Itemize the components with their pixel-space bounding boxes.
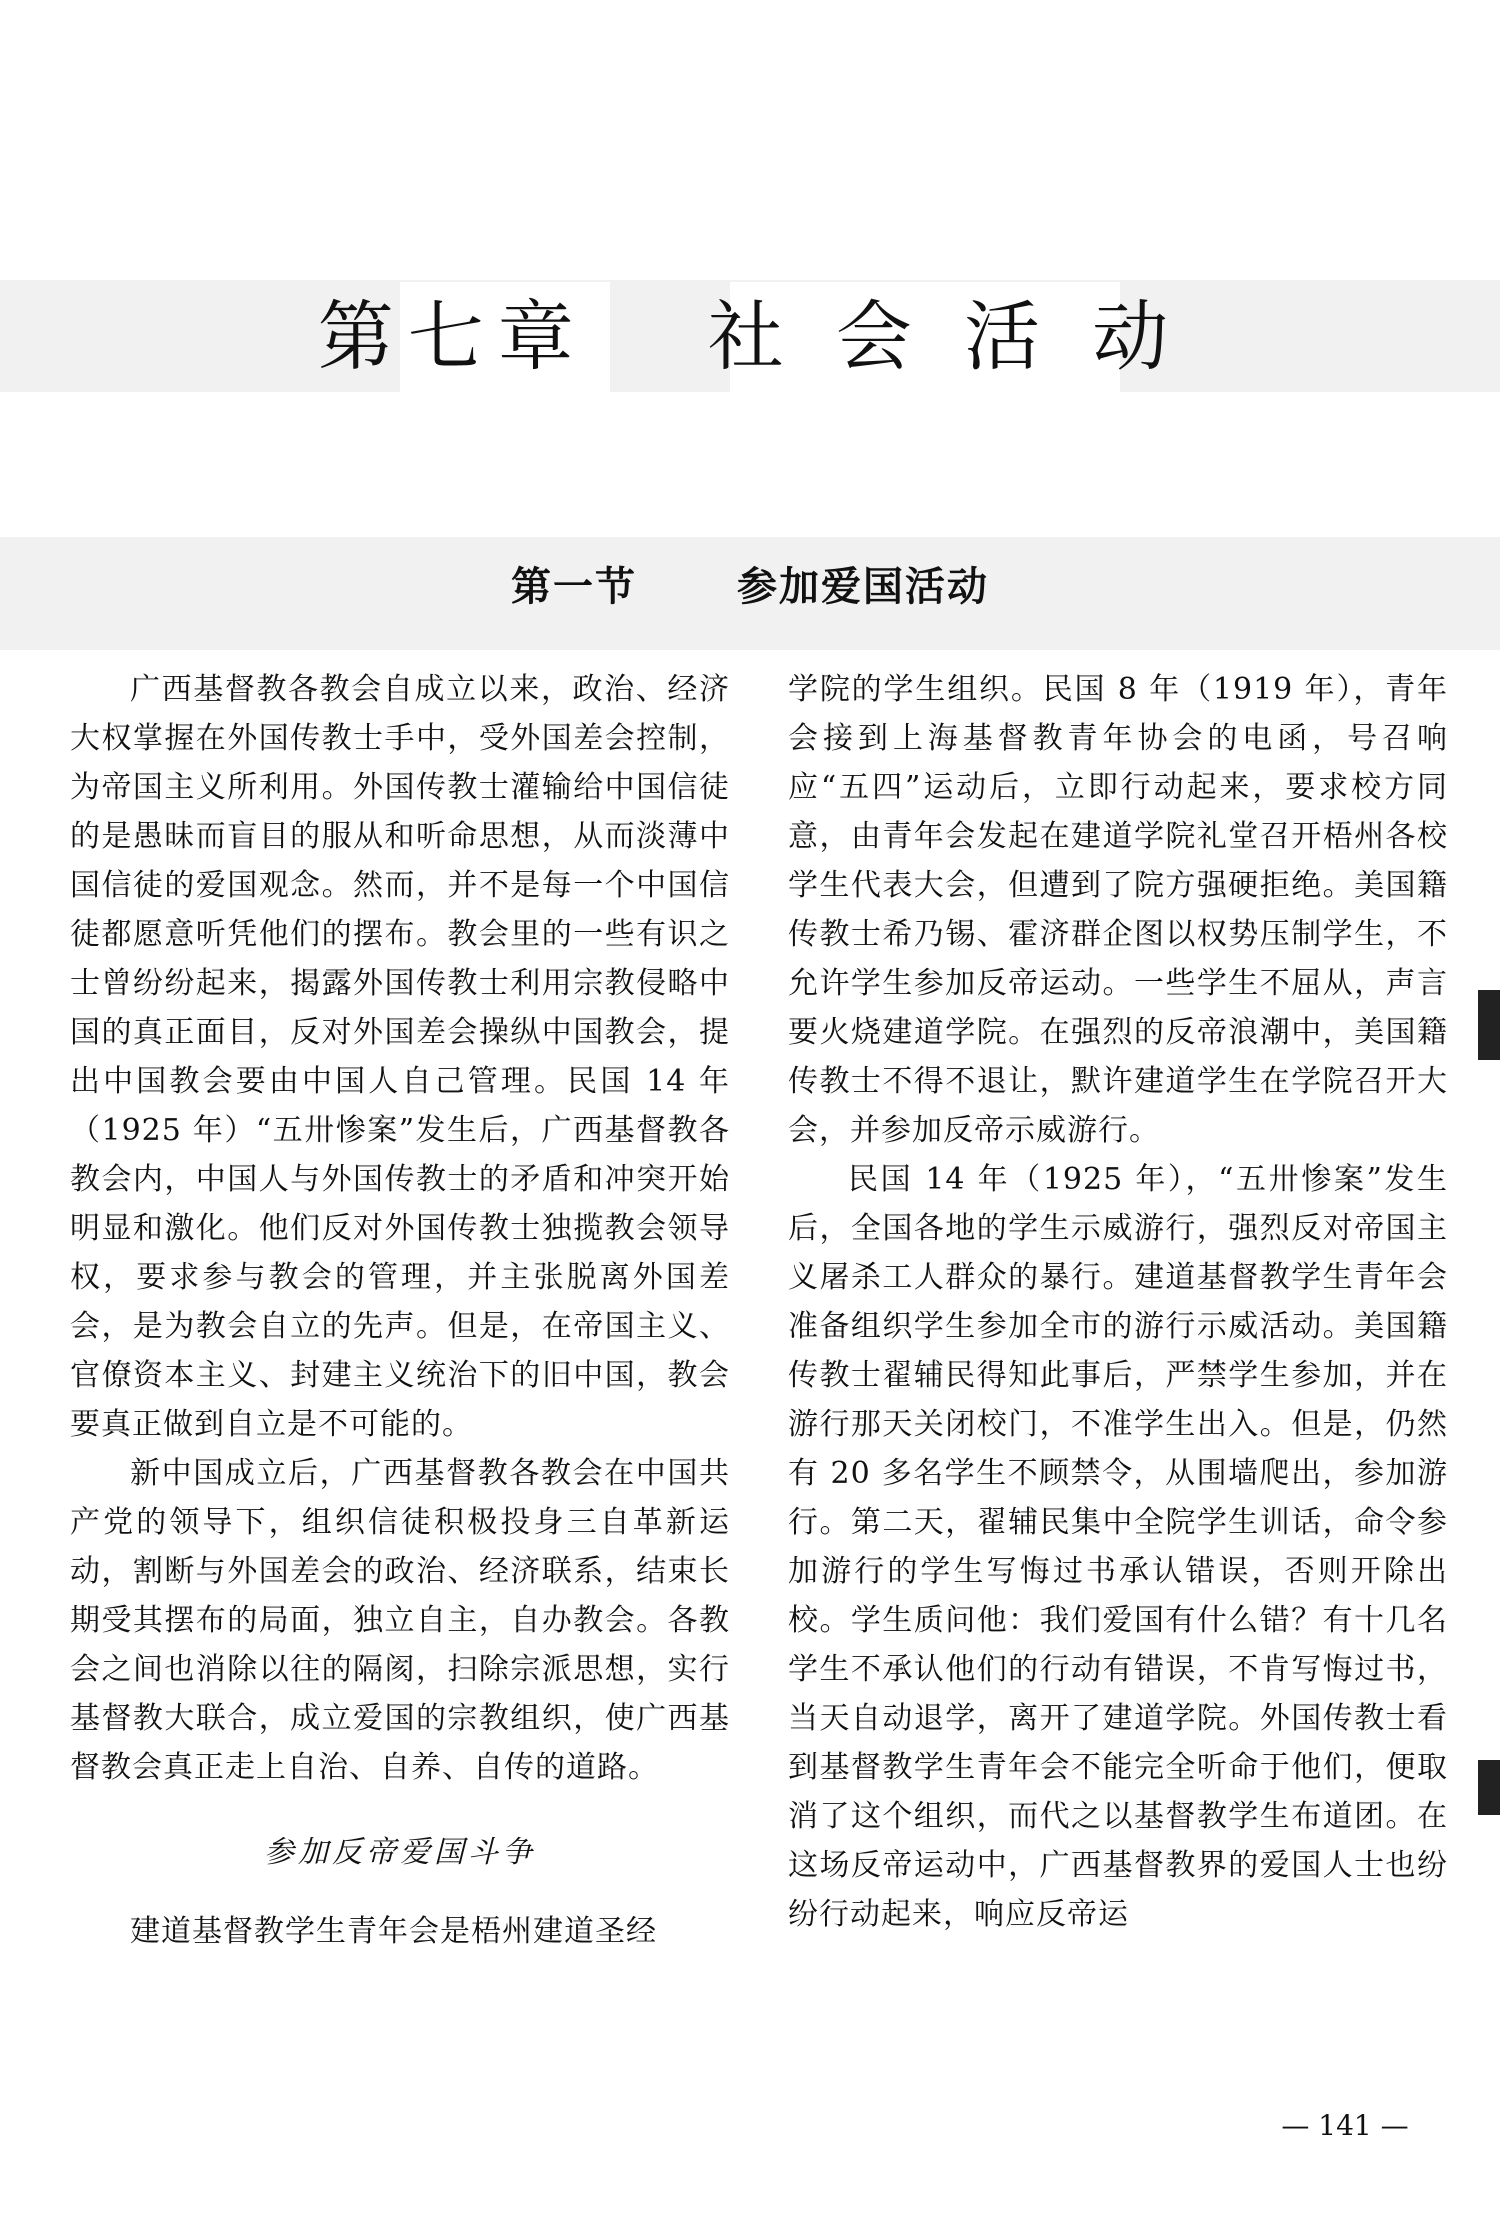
chapter-number: 第七章 xyxy=(317,292,588,381)
right-column xyxy=(788,665,1448,1939)
paragraph: 新中国成立后，广西基督教各教会在中国共产党的领导下，组织信徒积极投身三自革新运动，割断与外国差会的政治、经济联系，结束长期受其摆布的局面，独立自主，自办教会。各教会之间也消除以往的隔阂，扫除宗派思想，实行基督教大联合，成立爱国的宗教组织，使广西基督教会真正走上自治、自养、自传的道路。 xyxy=(70,1456,730,1785)
subheading: 参加反帝爱国斗争 xyxy=(264,1835,536,1870)
section-number: 第一节 xyxy=(511,564,637,610)
header-band xyxy=(0,0,1500,280)
paragraph: 民国 14 年（1925 年），“五卅惨案”发生后，全国各地的学生示威游行，强烈反对帝国主义屠杀工人群众的暴行。建道基督教学生青年会准备组织学生参加全市的游行示威活动。美国籍传教士翟辅民得知此事后，严禁学生参加，并在游行那天关闭校门，不准学生出入。但是，仍然有 20 多名学生不顾禁令，从围墙爬出，参加游行。第二天，翟辅民集中全院学生训话，命令参加游行的学生写悔过书承认错误，否则开除出校。学生质问他：我们爱国有什么错？有十几名学生不承认他们的行动有错误，不肯写悔过书，当天自动退学，离开了建道学院。外国传教士看到基督教学生青年会不能完全听命于他们，便取消了这个组织，而代之以基督教学生布道团。在这场反帝运动中，广西基督教界的爱国人士也纷纷行动起来，响应反帝运 xyxy=(788,1162,1448,1932)
page-number: — 141 — xyxy=(1281,2109,1409,2142)
section-name: 参加爱国活动 xyxy=(737,564,989,610)
section-title xyxy=(0,552,1500,622)
scan-edge-mark xyxy=(1478,990,1500,1060)
left-column xyxy=(70,665,730,1956)
paragraph: 建道基督教学生青年会是梧州建道圣经 xyxy=(130,1914,657,1949)
chapter-title xyxy=(0,282,1500,392)
paragraph-continuation: 学院的学生组织。民国 8 年（1919 年），青年会接到上海基督教青年协会的电函，号召响应“五四”运动后，立即行动起来，要求校方同意，由青年会发起在建道学院礼堂召开梧州各校学生代表大会，但遭到了院方强硬拒绝。美国籍传教士希乃锡、霍济群企图以权势压制学生，不允许学生参加反帝运动。一些学生不屈从，声言要火烧建道学院。在强烈的反帝浪潮中，美国籍传教士不得不退让，默许建道学生在学院召开大会，并参加反帝示威游行。 xyxy=(788,672,1448,1148)
chapter-name: 社 会 活 动 xyxy=(707,292,1183,381)
scan-edge-mark xyxy=(1478,1760,1500,1815)
paragraph: 广西基督教各教会自成立以来，政治、经济大权掌握在外国传教士手中，受外国差会控制，为帝国主义所利用。外国传教士灌输给中国信徒的是愚昧而盲目的服从和听命思想，从而淡薄中国信徒的爱国观念。然而，并不是每一个中国信徒都愿意听凭他们的摆布。教会里的一些有识之士曾纷纷起来，揭露外国传教士利用宗教侵略中国的真正面目，反对外国差会操纵中国教会，提出中国教会要由中国人自己管理。民国 14 年（1925 年）“五卅惨案”发生后，广西基督教各教会内，中国人与外国传教士的矛盾和冲突开始明显和激化。他们反对外国传教士独揽教会领导权，要求参与教会的管理，并主张脱离外国差会，是为教会自立的先声。但是，在帝国主义、官僚资本主义、封建主义统治下的旧中国，教会要真正做到自立是不可能的。 xyxy=(70,672,730,1442)
mid-band xyxy=(0,392,1500,537)
